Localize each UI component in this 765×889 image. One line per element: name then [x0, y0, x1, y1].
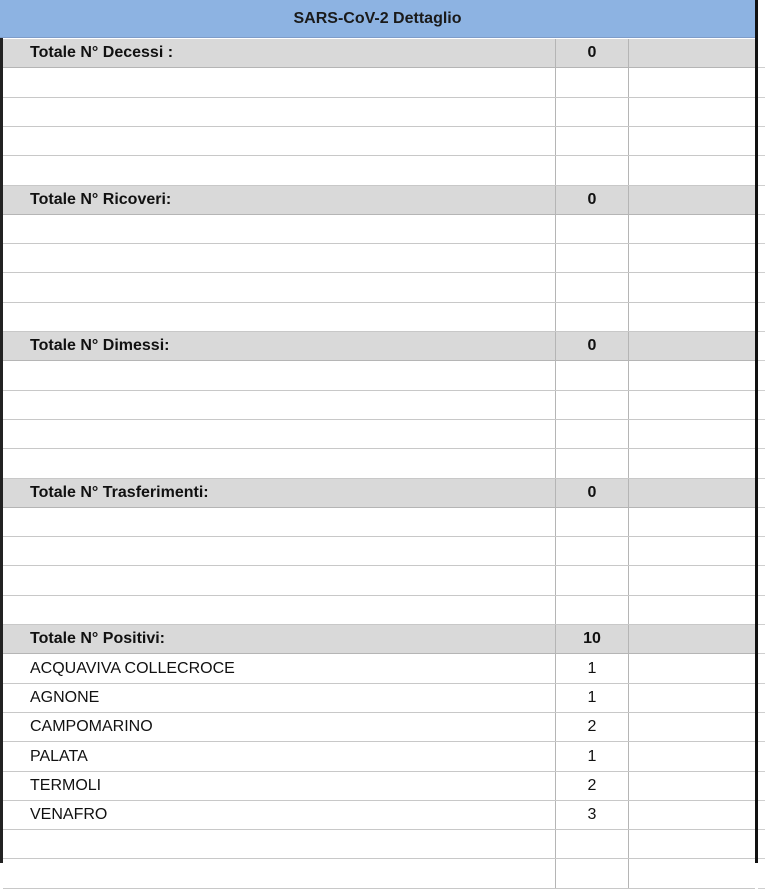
row-value: 2 — [556, 772, 629, 800]
empty-cell — [629, 273, 755, 302]
outside-gridline — [758, 595, 765, 596]
row-label: ACQUAVIVA COLLECROCE — [3, 654, 556, 683]
empty-cell — [629, 186, 755, 214]
total-value: 10 — [556, 625, 629, 653]
total-label: Totale N° Dimessi: — [3, 332, 556, 360]
row-label — [3, 391, 556, 419]
table-left-border — [0, 38, 3, 863]
total-row — [3, 186, 755, 215]
row-label — [3, 215, 556, 243]
empty-cell — [629, 508, 755, 536]
row-value: 3 — [556, 801, 629, 829]
total-label: Totale N° Trasferimenti: — [3, 479, 556, 507]
row-value — [556, 361, 629, 390]
empty-cell — [629, 156, 755, 185]
empty-cell — [629, 830, 755, 858]
outside-gridline — [758, 214, 765, 215]
outside-gridline — [758, 302, 765, 303]
table-row — [3, 801, 755, 830]
row-value — [556, 391, 629, 419]
total-value: 0 — [556, 39, 629, 67]
row-value — [556, 98, 629, 126]
row-value: 1 — [556, 742, 629, 771]
empty-row — [3, 273, 755, 303]
total-value: 0 — [556, 479, 629, 507]
row-label: CAMPOMARINO — [3, 713, 556, 741]
empty-row — [3, 449, 755, 479]
row-label — [3, 449, 556, 478]
table-row — [3, 742, 755, 772]
outside-gridline — [758, 390, 765, 391]
row-label — [3, 830, 556, 858]
outside-gridline — [758, 126, 765, 127]
empty-cell — [629, 127, 755, 155]
row-value — [556, 859, 629, 888]
outside-gridline — [758, 448, 765, 449]
row-label — [3, 566, 556, 595]
row-value: 1 — [556, 684, 629, 712]
total-label: Totale N° Ricoveri: — [3, 186, 556, 214]
empty-cell — [629, 391, 755, 419]
table-row — [3, 654, 755, 684]
empty-cell — [629, 479, 755, 507]
outside-gridline — [758, 243, 765, 244]
outside-margin — [758, 0, 765, 863]
row-value — [556, 156, 629, 185]
empty-cell — [629, 742, 755, 771]
total-row — [3, 625, 755, 654]
empty-row — [3, 361, 755, 391]
row-value — [556, 508, 629, 536]
row-value — [556, 449, 629, 478]
empty-cell — [629, 772, 755, 800]
total-value: 0 — [556, 332, 629, 360]
outside-gridline — [758, 419, 765, 420]
empty-cell — [629, 596, 755, 624]
row-label: AGNONE — [3, 684, 556, 712]
empty-row — [3, 98, 755, 127]
table-row — [3, 772, 755, 801]
total-row — [3, 39, 755, 68]
outside-gridline — [758, 331, 765, 332]
empty-cell — [629, 625, 755, 653]
empty-cell — [629, 684, 755, 712]
row-label — [3, 537, 556, 565]
row-label — [3, 859, 556, 888]
empty-cell — [629, 449, 755, 478]
row-label — [3, 156, 556, 185]
row-value — [556, 215, 629, 243]
empty-row — [3, 566, 755, 596]
row-value — [556, 830, 629, 858]
row-label — [3, 127, 556, 155]
outside-gridline — [758, 155, 765, 156]
empty-row — [3, 859, 755, 889]
outside-gridline — [758, 800, 765, 801]
row-label — [3, 273, 556, 302]
outside-gridline — [758, 771, 765, 772]
empty-row — [3, 596, 755, 625]
empty-row — [3, 420, 755, 449]
outside-gridline — [758, 185, 765, 186]
row-label — [3, 420, 556, 448]
empty-cell — [629, 859, 755, 888]
empty-row — [3, 830, 755, 859]
empty-cell — [629, 98, 755, 126]
empty-cell — [629, 332, 755, 360]
total-value: 0 — [556, 186, 629, 214]
total-row — [3, 332, 755, 361]
row-value — [556, 68, 629, 97]
outside-gridline — [758, 360, 765, 361]
row-label — [3, 98, 556, 126]
row-value — [556, 537, 629, 565]
outside-gridline — [758, 507, 765, 508]
row-value — [556, 566, 629, 595]
table-row — [3, 713, 755, 742]
outside-gridline — [758, 741, 765, 742]
empty-cell — [629, 215, 755, 243]
row-value — [556, 273, 629, 302]
empty-cell — [629, 39, 755, 67]
outside-gridline — [758, 653, 765, 654]
outside-gridline — [758, 272, 765, 273]
row-value — [556, 244, 629, 272]
row-value: 1 — [556, 654, 629, 683]
empty-cell — [629, 537, 755, 565]
empty-row — [3, 303, 755, 332]
empty-row — [3, 508, 755, 537]
outside-gridline — [758, 67, 765, 68]
outside-gridline — [758, 97, 765, 98]
empty-cell — [629, 303, 755, 331]
empty-cell — [629, 68, 755, 97]
empty-row — [3, 215, 755, 244]
row-value — [556, 127, 629, 155]
outside-gridline — [758, 712, 765, 713]
row-label: PALATA — [3, 742, 556, 771]
row-value — [556, 420, 629, 448]
empty-row — [3, 68, 755, 98]
empty-row — [3, 156, 755, 186]
outside-gridline — [758, 683, 765, 684]
row-label — [3, 303, 556, 331]
empty-cell — [629, 801, 755, 829]
outside-gridline — [758, 478, 765, 479]
outside-gridline — [758, 624, 765, 625]
outside-gridline — [758, 536, 765, 537]
row-label: VENAFRO — [3, 801, 556, 829]
row-label — [3, 596, 556, 624]
row-value — [556, 303, 629, 331]
row-value: 2 — [556, 713, 629, 741]
total-label: Totale N° Decessi : — [3, 39, 556, 67]
outside-gridline — [758, 565, 765, 566]
empty-cell — [629, 244, 755, 272]
empty-row — [3, 391, 755, 420]
empty-cell — [629, 361, 755, 390]
empty-cell — [629, 713, 755, 741]
row-label — [3, 68, 556, 97]
row-label — [3, 508, 556, 536]
outside-gridline — [758, 858, 765, 859]
table-row — [3, 684, 755, 713]
empty-cell — [629, 654, 755, 683]
empty-cell — [629, 420, 755, 448]
empty-row — [3, 537, 755, 566]
empty-row — [3, 127, 755, 156]
total-label: Totale N° Positivi: — [3, 625, 556, 653]
outside-gridline — [758, 829, 765, 830]
row-value — [556, 596, 629, 624]
table-title: SARS-CoV-2 Dettaglio — [0, 0, 755, 38]
row-label — [3, 361, 556, 390]
row-label: TERMOLI — [3, 772, 556, 800]
row-label — [3, 244, 556, 272]
empty-cell — [629, 566, 755, 595]
empty-row — [3, 244, 755, 273]
total-row — [3, 479, 755, 508]
